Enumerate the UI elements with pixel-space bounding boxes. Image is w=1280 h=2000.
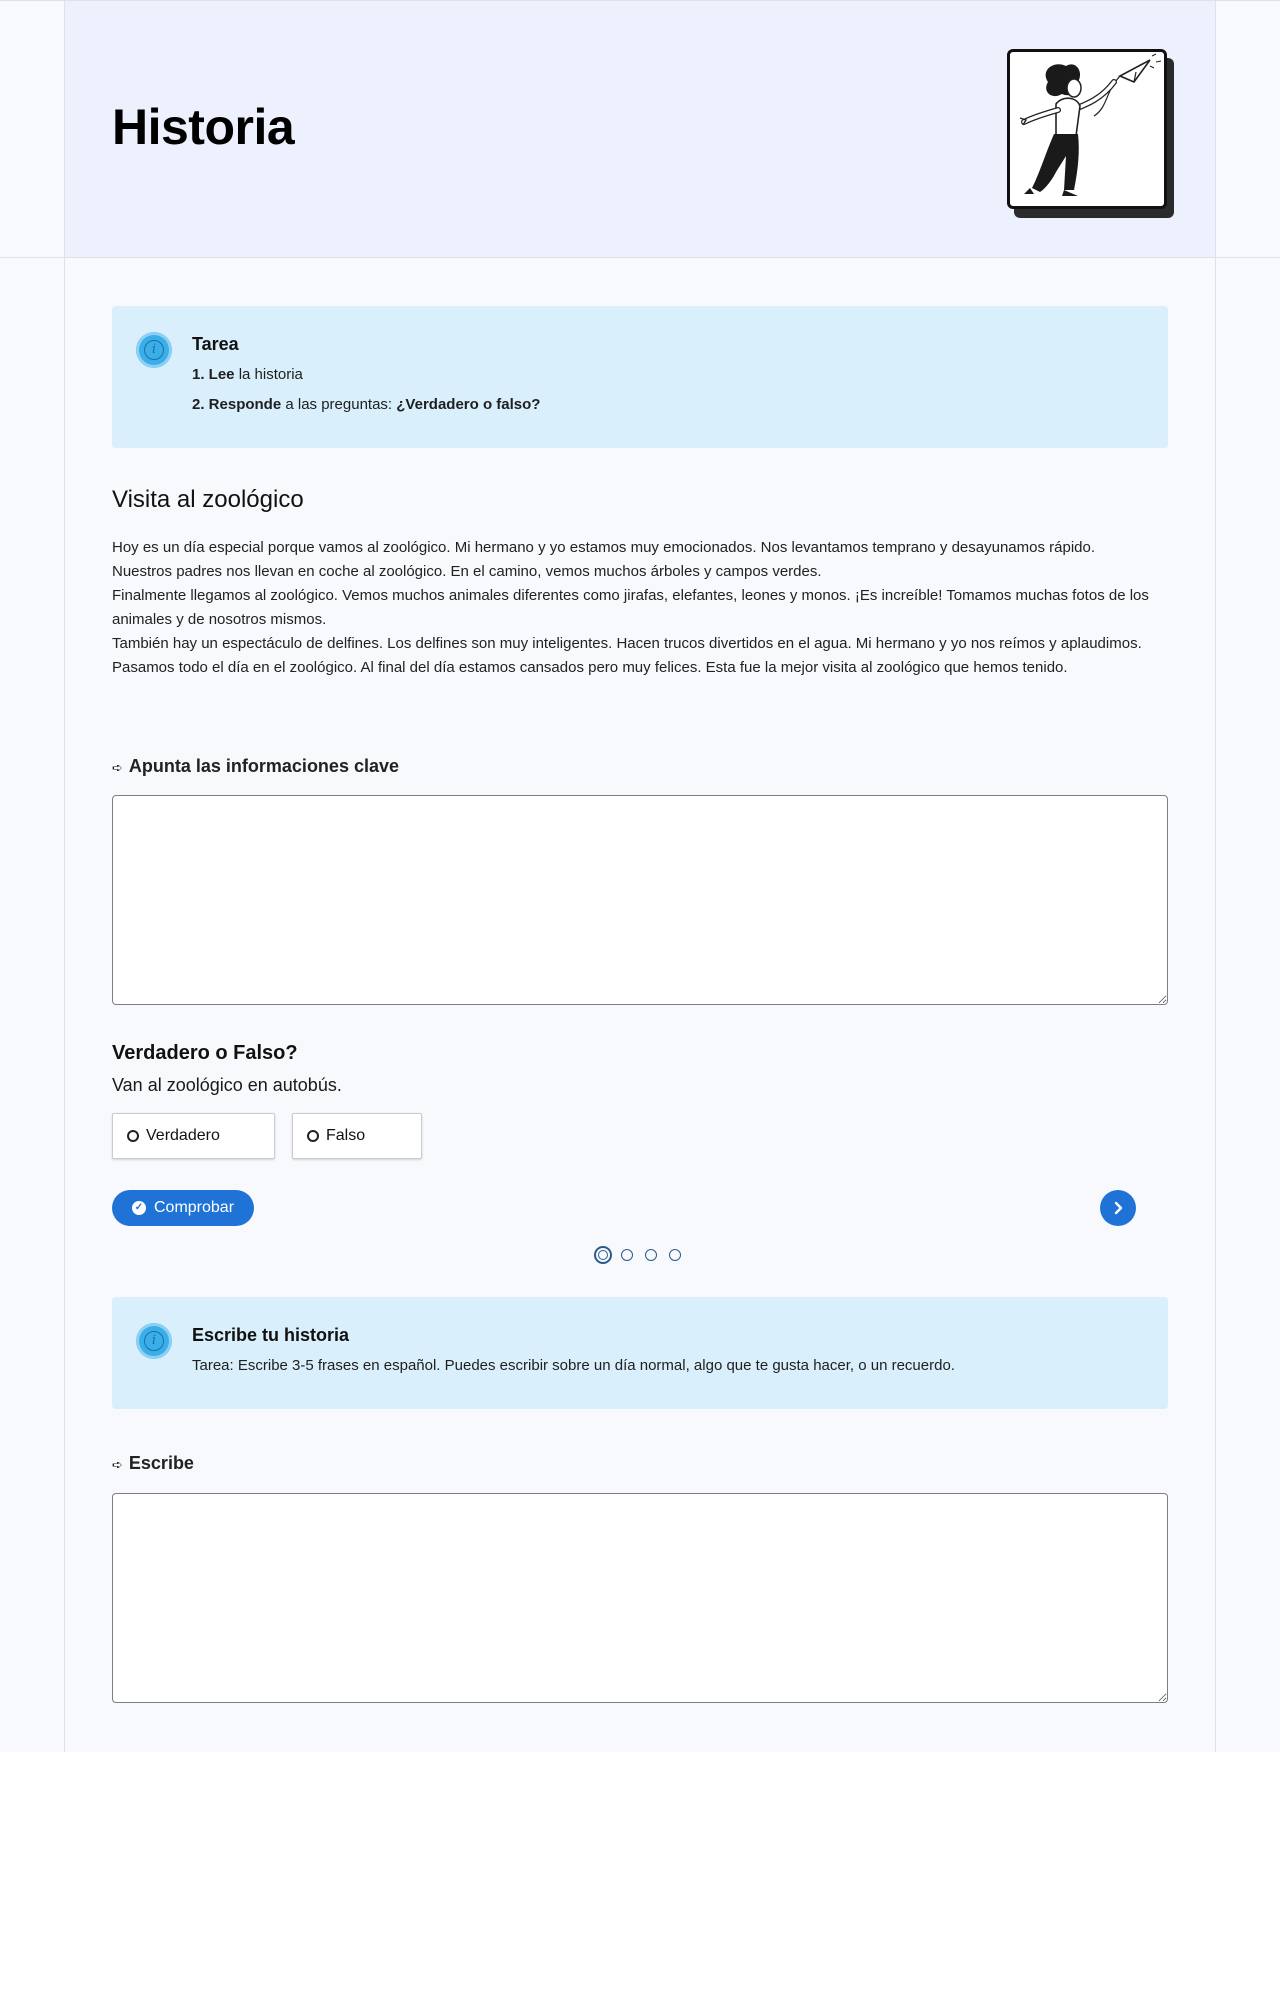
page-title: Historia bbox=[112, 99, 295, 155]
check-circle-icon: ✓ bbox=[132, 1201, 146, 1215]
page-dot-4[interactable] bbox=[669, 1249, 681, 1261]
option-verdadero[interactable] bbox=[112, 1113, 275, 1159]
notes-textarea[interactable] bbox=[112, 795, 1168, 1005]
info-icon: i bbox=[136, 332, 172, 368]
task-step-2 bbox=[192, 396, 540, 413]
story-paragraph: Pasamos todo el día en el zoológico. Al final del día estamos cansados pero muy felices. Esta fue la mejor visita al zoológico que hemos tenido. bbox=[112, 659, 1068, 676]
story-title: Visita al zoológico bbox=[112, 486, 304, 513]
check-button[interactable] bbox=[112, 1190, 254, 1226]
story-text bbox=[112, 536, 1172, 680]
story-paragraph: Hoy es un día especial porque vamos al zoológico. Mi hermano y yo estamos muy emocionados. Nos levantamos temprano y desayunamos rápido. bbox=[112, 539, 1096, 556]
task-step-2-question: ¿Verdadero o falso? bbox=[396, 396, 541, 413]
task-info-box bbox=[112, 306, 1168, 448]
write-textarea[interactable] bbox=[112, 1493, 1168, 1703]
option-falso[interactable] bbox=[292, 1113, 422, 1159]
writing-info-box bbox=[112, 1297, 1168, 1409]
arrow-right-icon: ➪ bbox=[112, 760, 123, 775]
notes-label: Apunta las informaciones clave bbox=[128, 756, 399, 776]
radio-icon[interactable] bbox=[307, 1130, 319, 1142]
option-label: Falso bbox=[326, 1127, 366, 1144]
writing-instructions: Tarea: Escribe 3-5 frases en español. Puedes escribir sobre un día normal, algo que te gusta hacer, o un recuerdo. bbox=[192, 1357, 955, 1374]
writing-title: Escribe tu historia bbox=[192, 1325, 350, 1345]
story-paragraph: También hay un espectáculo de delfines. Los delfines son muy inteligentes. Hacen trucos divertidos en el agua. Mi hermano y yo nos reímos y aplaudimos. bbox=[112, 635, 1142, 652]
woman-paper-plane-illustration bbox=[1007, 49, 1167, 209]
story-paragraph: Nuestros padres nos llevan en coche al zoológico. En el camino, vemos muchos árboles y campos verdes. bbox=[112, 563, 822, 580]
write-heading bbox=[112, 1453, 194, 1474]
notes-heading bbox=[112, 756, 399, 777]
page-dot-2[interactable] bbox=[621, 1249, 633, 1261]
chevron-right-icon bbox=[1111, 1201, 1125, 1215]
arrow-right-icon: ➪ bbox=[112, 1457, 123, 1472]
check-button-label: Comprobar bbox=[154, 1199, 235, 1216]
next-question-button[interactable] bbox=[1100, 1190, 1136, 1226]
page-dot-3[interactable] bbox=[645, 1249, 657, 1261]
task-step-2-text: a las preguntas: bbox=[281, 396, 397, 413]
option-label: Verdadero bbox=[146, 1127, 220, 1144]
task-title: Tarea bbox=[192, 334, 239, 354]
radio-icon[interactable] bbox=[127, 1130, 139, 1142]
info-icon: i bbox=[136, 1323, 172, 1359]
task-step-1-text: la historia bbox=[234, 366, 303, 383]
task-step-1-bold: 1. Lee bbox=[192, 366, 235, 383]
quiz-title: Verdadero o Falso? bbox=[112, 1042, 298, 1064]
pagination-dots bbox=[594, 1246, 693, 1264]
story-paragraph: Finalmente llegamos al zoológico. Vemos muchos animales diferentes como jirafas, elefantes, leones y monos. ¡Es increíble! Tomamos muchas fotos de los animales y de nosotros mismos. bbox=[112, 587, 1149, 628]
write-label: Escribe bbox=[128, 1453, 194, 1473]
quiz-question: Van al zoológico en autobús. bbox=[112, 1075, 342, 1095]
task-step-2-bold: 2. Responde bbox=[192, 396, 282, 413]
page-dot-1[interactable] bbox=[594, 1246, 612, 1264]
task-step-1 bbox=[192, 366, 303, 383]
